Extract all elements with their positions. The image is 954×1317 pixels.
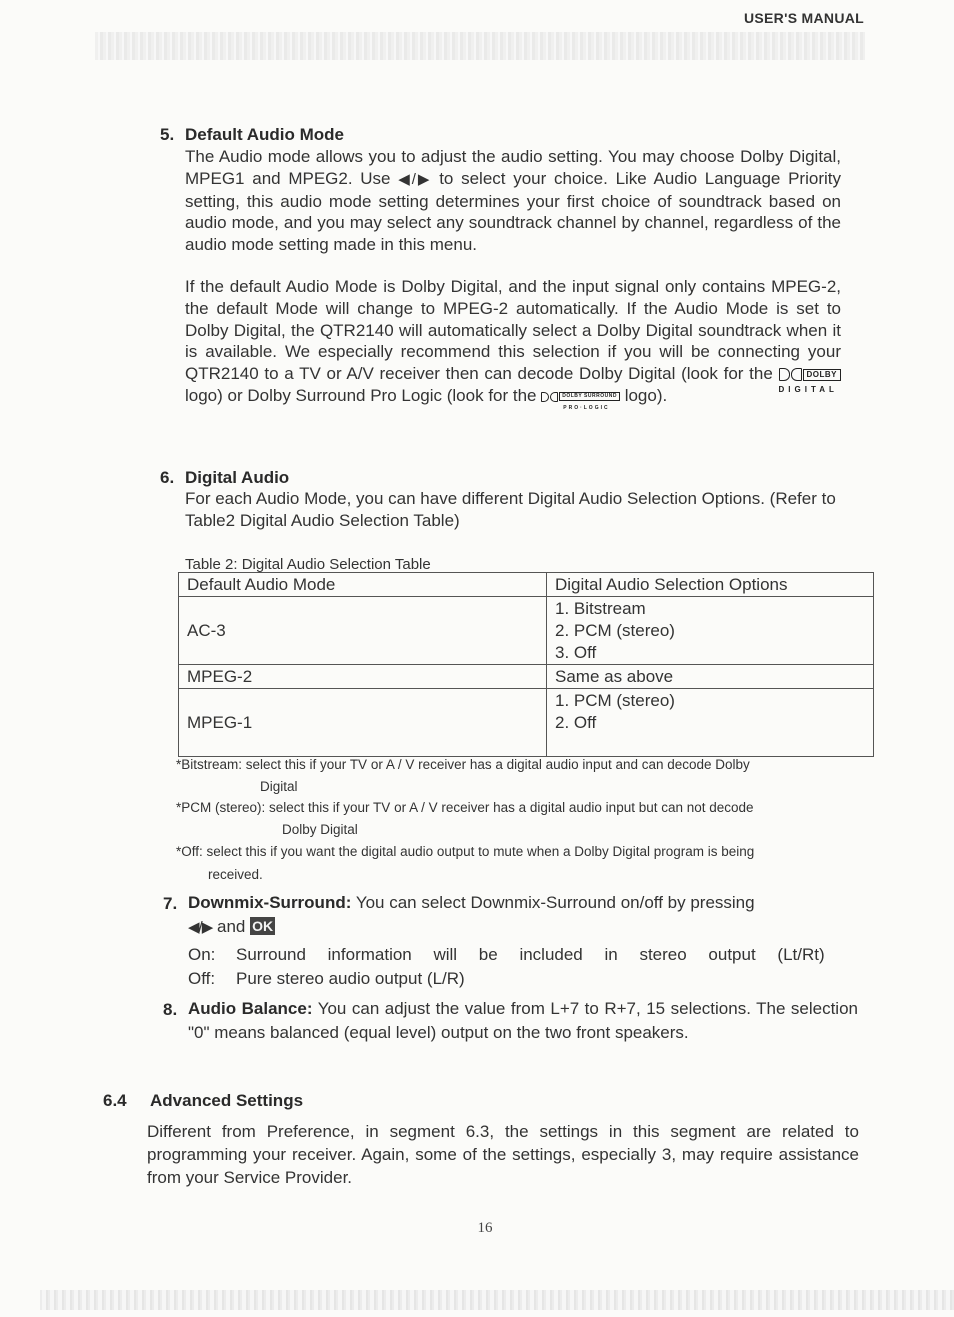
dolby-double-d-icon [550, 392, 558, 402]
table-cell-mode: AC-3 [179, 597, 547, 665]
section-7-off-text: Pure stereo audio output (L/R) [236, 969, 465, 988]
section-5-para-2 [185, 276, 841, 411]
table-cell-mode: MPEG-1 [179, 689, 547, 757]
section-7-off-line [188, 968, 465, 990]
left-right-arrows-icon: ◀/▶ [398, 170, 432, 188]
section-6-title: Digital Audio [185, 468, 290, 487]
option-item: 2. Off [555, 713, 597, 732]
note-pcm-cont: Dolby Digital [282, 822, 358, 837]
table-cell-options [547, 665, 874, 689]
section-5-title: Default Audio Mode [185, 125, 344, 144]
dolby-digital-logo [778, 368, 842, 395]
table-row [179, 689, 874, 757]
section-5-para-1 [185, 146, 841, 256]
section-6-number: 6. [160, 468, 175, 487]
section-7-on-text: Surround information will be included in stereo output (Lt/Rt) [236, 945, 825, 964]
option-item: 1. Bitstream [555, 599, 646, 618]
section-5-para-2-text-a: If the default Audio Mode is Dolby Digital, and the input signal only contains MPEG-2, the default Mode will change to MPEG-2 automatically. If the Audio Mode is set to Dolby Digital, the QTR2140 will automatically select a Dolby Digital soundtrack when it is available. We especially recommend this selection if you will be connecting your QTR2140 to a TV or A/V receiver then can decode Dolby Digital (look for the [185, 277, 841, 384]
note-pcm: *PCM (stereo): select this if your TV or A / V receiver has a digital audio input but can not decode [176, 800, 754, 815]
note-off-cont: received. [208, 867, 263, 882]
section-5-para-1-text-b: to select your choice. Like Audio Language Priority setting, this audio mode setting determines your first choice of soundtrack based on audio mode, and you may select any soundtrack channel by channel, regardless of the audio mode setting made in this menu. [185, 168, 841, 255]
table-caption: Table 2: Digital Audio Selection Table [185, 556, 431, 573]
table-cell-options [547, 689, 874, 757]
dolby-logo-tag: DOLBY SURROUND [559, 392, 620, 401]
note-bitstream-cont: Digital [260, 779, 298, 794]
section-5-para-2-text-b: logo) or Dolby Surround Pro Logic (look for the [185, 385, 537, 405]
note-off: *Off: select this if you want the digital audio output to mute when a Dolby Digital program is being [176, 844, 755, 859]
section-7-on-label: On: [188, 945, 216, 964]
header-title: USER'S MANUAL [743, 10, 864, 26]
left-right-arrows-icon: ◀/▶ [188, 919, 213, 936]
section-5-number: 5. [160, 125, 175, 144]
table-cell-mode: MPEG-2 [179, 665, 547, 689]
ok-key-icon: OK [252, 918, 274, 934]
section-7-keys [188, 916, 275, 939]
section-6-para: For each Audio Mode, you can have different Digital Audio Selection Options. (Refer to Table2 Digital Audio Selection Table) [185, 489, 836, 530]
note-bitstream: *Bitstream: select this if your TV or A / V receiver has a digital audio input and can decode Dolby [176, 757, 750, 772]
table-cell-options [547, 597, 874, 665]
option-item: 3. Off [555, 643, 597, 662]
footer-band [40, 1290, 954, 1310]
section-5-para-1-text-a: The Audio mode allows you to adjust the audio setting. You may choose Dolby Digital, MPEG1 and MPEG2. Use [185, 147, 841, 188]
section-6-4-title: Advanced Settings [150, 1091, 304, 1110]
dolby-double-d-icon [541, 392, 549, 402]
digital-audio-table [178, 572, 874, 757]
table-row [179, 665, 874, 689]
section-7-off-label: Off: [188, 969, 216, 988]
table-header-mode: Default Audio Mode [179, 573, 547, 597]
option-item: 1. PCM (stereo) [555, 691, 675, 710]
section-7-text: You can select Downmix-Surround on/off by pressing [355, 893, 755, 912]
section-6-4-para: Different from Preference, in segment 6.3, the settings in this segment are related to programming your receiver. Again, some of the settings, especially 3, may require assistance from your Service Provider. [147, 1122, 859, 1187]
section-7-on-line [188, 944, 844, 966]
option-item: Same as above [555, 667, 674, 686]
dolby-double-d-icon [791, 368, 802, 381]
section-8-para [188, 997, 858, 1045]
section-5-para-2-text-c: logo). [624, 385, 668, 405]
dolby-logo-subtitle: PRO·LOGIC [563, 404, 610, 411]
section-7-para [188, 892, 844, 914]
section-7-and: and [216, 917, 246, 936]
dolby-double-d-icon [779, 368, 790, 381]
section-7-number: 7. [163, 894, 178, 913]
dolby-logo-subtitle: DIGITAL [778, 385, 838, 395]
table-row [179, 597, 874, 665]
page-number: 16 [477, 1220, 493, 1236]
section-8-number: 8. [163, 1000, 178, 1019]
option-item: 2. PCM (stereo) [555, 621, 675, 640]
table-header-options: Digital Audio Selection Options [547, 573, 874, 597]
section-7-title: Downmix-Surround: [188, 893, 352, 912]
section-8-title: Audio Balance: [188, 999, 313, 1018]
dolby-surround-pro-logic-logo [541, 392, 620, 411]
section-6-4-number: 6.4 [103, 1091, 127, 1110]
dolby-logo-tag: DOLBY [803, 369, 842, 381]
header-band [95, 32, 865, 60]
section-8-text: You can adjust the value from L+7 to R+7, 15 selections. The selection "0" means balanced (equal level) output on the two front speakers. [188, 999, 858, 1042]
